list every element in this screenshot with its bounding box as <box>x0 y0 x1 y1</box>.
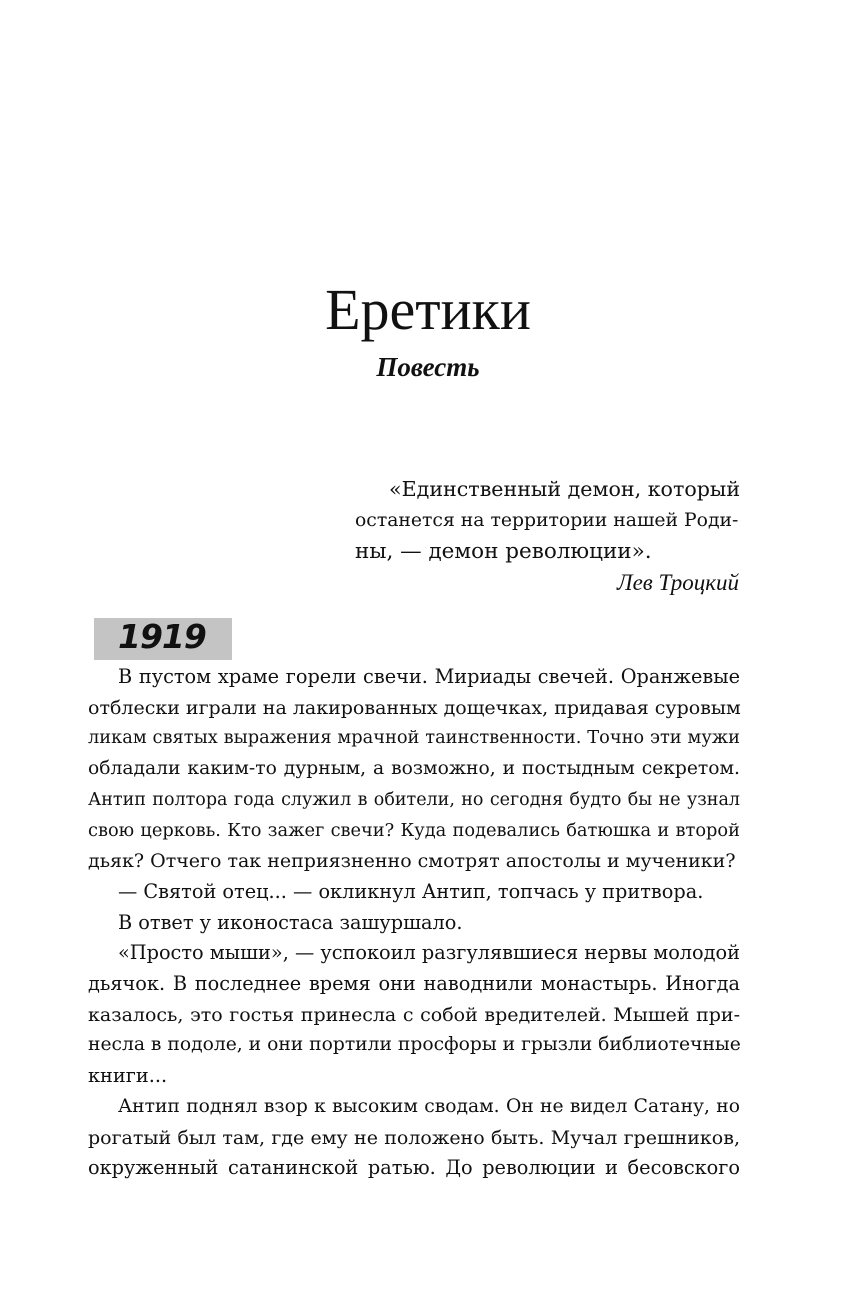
body-line: рогатый был там, где ему не положено быть. Мучал грешников, <box>88 1126 740 1149</box>
section-year-band <box>94 618 232 660</box>
body-line: книги... <box>88 1064 168 1088</box>
body-text <box>88 662 741 1184</box>
body-line: окруженный сатанинской ратью. До революции и бесовского <box>88 1156 740 1180</box>
body-line: Антип полтора года служил в обители, но сегодня будто бы не узнал <box>88 789 740 810</box>
epigraph-line: «Единственный демон, который <box>389 477 741 501</box>
chapter-title: Еретики <box>325 277 531 342</box>
body-line: казалось, это гостья принесла с собой вредителей. Мышей при- <box>88 1003 740 1026</box>
epigraph-author: Лев Троцкий <box>617 570 739 595</box>
section-year: 1919 <box>118 617 206 656</box>
epigraph-line: ны, — демон революции». <box>355 539 652 564</box>
body-line: В пустом храме горели свечи. Мириады свечей. Оранжевые <box>118 665 740 688</box>
body-line: дьяк? Отчего так неприязненно смотрят апостолы и мученики? <box>88 850 736 873</box>
body-line: — Святой отец... — окликнул Антип, топчась у притвора. <box>118 879 704 903</box>
body-line: дьячок. В последнее время они наводнили монастырь. Иногда <box>88 972 740 996</box>
body-line: В ответ у иконостаса зашуршало. <box>118 910 463 934</box>
body-line: свою церковь. Кто зажег свечи? Куда подевались батюшка и второй <box>88 819 740 841</box>
body-line: «Просто мыши», — успокоил разгулявшиеся нервы молодой <box>118 941 740 965</box>
epigraph <box>355 474 739 598</box>
body-line: ликам святых выражения мрачной таинственности. Точно эти мужи <box>88 727 740 749</box>
body-line: отблески играли на лакированных дощечках, придавая суровым <box>88 696 741 719</box>
body-line: несла в подоле, и они портили просфоры и грызли библиотечные <box>88 1034 741 1056</box>
body-line: обладали каким-то дурным, а возможно, и постыдным секретом. <box>88 758 740 780</box>
body-line: Антип поднял взор к высоким сводам. Он не видел Сатану, но <box>118 1095 740 1117</box>
epigraph-line: останется на территории нашей Роди- <box>355 510 739 531</box>
chapter-subtitle: Повесть <box>376 352 480 382</box>
